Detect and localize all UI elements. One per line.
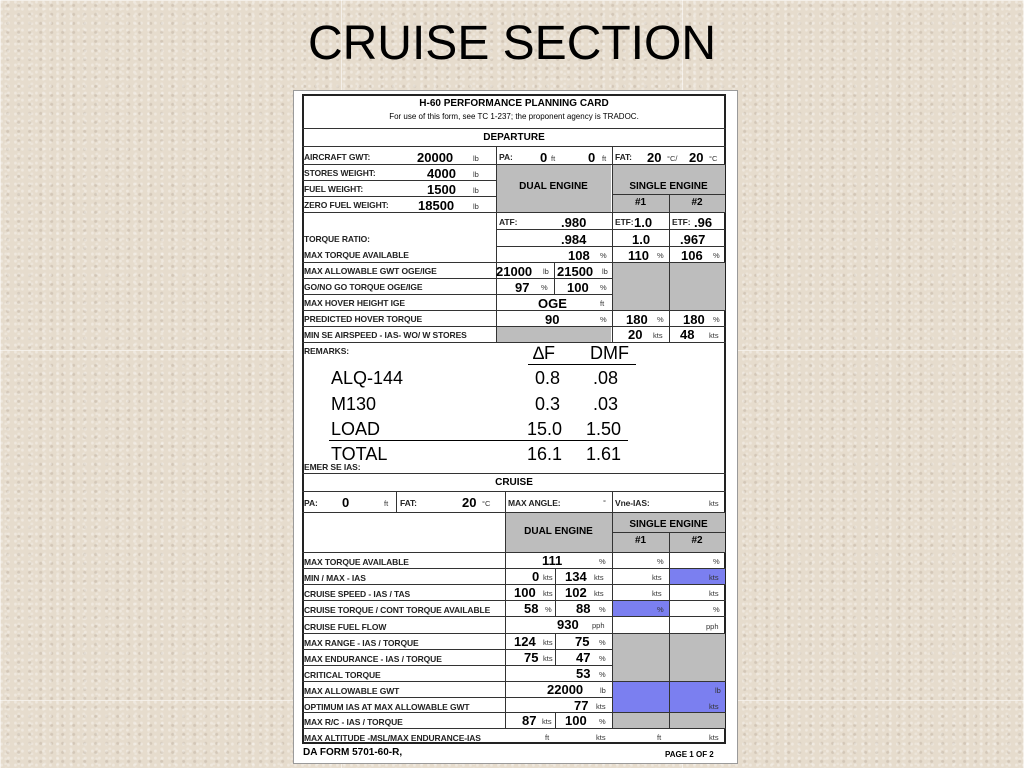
max-angle-label: MAX ANGLE: [508, 498, 561, 508]
cruise-torque-u1: % [545, 605, 552, 614]
cruise-torque-u2: % [599, 605, 606, 614]
departure-header: DEPARTURE [483, 132, 545, 143]
remarks-row-dmf: 1.61 [586, 444, 622, 464]
predicted-hover-torque-engine2: 180 [683, 312, 705, 327]
min-se-airspeed-engine2: 48 [680, 327, 695, 342]
form-number: DA FORM 5701-60-R, [303, 747, 403, 758]
cruise-speed-e2-unit: kts [709, 589, 719, 598]
max-endurance-v2: 47 [576, 650, 591, 665]
cruise-max-allowable-gwt-unit: lb [600, 686, 606, 695]
predicted-hover-torque-engine2-unit: % [713, 315, 720, 324]
fuel-weight-label: FUEL WEIGHT: [304, 184, 364, 194]
max-torque-engine2-unit: % [713, 251, 720, 260]
cruise-speed-v2: 102 [565, 585, 587, 600]
predicted-hover-torque-dual: 90 [545, 312, 560, 327]
etf1-label: ETF: [615, 217, 634, 227]
max-range-v1: 124 [514, 634, 536, 649]
cruise-engine2-header: #2 [691, 535, 703, 546]
min-max-ias-v2: 134 [565, 569, 587, 584]
cruise-max-torque-e2-unit: % [713, 557, 720, 566]
departure-pa-unit1: ft [551, 154, 556, 163]
max-range-v2: 75 [575, 634, 590, 649]
emer-se-ias-label: EMER SE IAS: [304, 462, 361, 472]
cruise-dual-engine-header: DUAL ENGINE [524, 526, 593, 537]
cruise-max-allowable-gwt-e2-unit: lb [715, 686, 721, 695]
max-torque-engine2: 106 [681, 248, 703, 263]
go-no-go-oge: 97 [515, 280, 530, 295]
cruise-fat-unit: °C [482, 499, 491, 508]
optimum-ias-e2-unit: kts [709, 702, 719, 711]
cruise-speed-u2: kts [594, 589, 604, 598]
go-no-go-oge-unit: % [541, 283, 548, 292]
go-no-go-label: GO/NO GO TORQUE OGE/IGE [304, 282, 423, 292]
optimum-ias-value: 77 [574, 698, 589, 713]
go-no-go-ige: 100 [567, 280, 589, 295]
cruise-max-allowable-gwt-value: 22000 [547, 682, 584, 697]
zero-fuel-weight-unit: lb [473, 202, 479, 211]
etf2-label: ETF: [672, 217, 691, 227]
cruise-max-torque-value: 111 [542, 553, 563, 568]
optimum-ias-label: OPTIMUM IAS AT MAX ALLOWABLE GWT [304, 702, 470, 712]
max-rc-u2: % [599, 717, 606, 726]
remarks-col-dmf: DMF [590, 343, 629, 363]
vne-ias-unit: kts [709, 499, 719, 508]
page-number: PAGE 1 OF 2 [665, 750, 714, 759]
cruise-speed-label: CRUISE SPEED - IAS / TAS [304, 589, 411, 599]
max-allowable-gwt-oge-unit: lb [543, 267, 549, 276]
max-torque-dual-unit: % [600, 251, 607, 260]
go-no-go-ige-unit: % [600, 283, 607, 292]
remarks-row-f: 0.8 [535, 368, 561, 388]
max-endurance-u2: % [599, 654, 606, 663]
card-title: H-60 PERFORMANCE PLANNING CARD [419, 98, 609, 109]
remarks-row-dmf: 1.50 [586, 419, 622, 439]
remarks-row-f: 16.1 [527, 444, 563, 464]
departure-pa-value1: 0 [540, 150, 548, 165]
max-rc-label: MAX R/C - IAS / TORQUE [304, 717, 403, 727]
cruise-max-torque-label: MAX TORQUE AVAILABLE [304, 557, 409, 567]
departure-fat-label: FAT: [615, 152, 632, 162]
departure-fat-value1: 20 [647, 150, 662, 165]
predicted-hover-torque-dual-unit: % [600, 315, 607, 324]
cruise-single-engine-header: SINGLE ENGINE [629, 519, 708, 530]
critical-torque-label: CRITICAL TORQUE [304, 670, 381, 680]
cruise-speed-u1: kts [543, 589, 553, 598]
max-altitude-e2-unit: kts [709, 733, 719, 742]
max-endurance-u1: kts [543, 654, 553, 663]
remarks-row-dmf: .08 [593, 368, 619, 388]
remarks-row-name: LOAD [331, 419, 381, 439]
aircraft-gwt-unit: lb [473, 154, 479, 163]
stores-weight-unit: lb [473, 170, 479, 179]
cruise-pa-value: 0 [342, 495, 350, 510]
departure-pa-label: PA: [499, 152, 513, 162]
cruise-max-allowable-gwt-label: MAX ALLOWABLE GWT [304, 686, 400, 696]
etf2-value: .96 [694, 215, 713, 230]
max-angle-unit: ° [603, 498, 606, 507]
departure-fat-value2: 20 [689, 150, 704, 165]
cruise-max-torque-e1-unit: % [657, 557, 664, 566]
min-se-airspeed-engine2-unit: kts [709, 331, 719, 340]
remarks-row-name: M130 [331, 394, 377, 414]
min-max-ias-e1-unit: kts [652, 573, 662, 582]
dual-engine-header: DUAL ENGINE [519, 181, 588, 192]
cruise-fuel-flow-value: 930 [557, 617, 579, 632]
zero-fuel-weight-value: 18500 [418, 198, 455, 213]
min-se-airspeed-engine1-unit: kts [653, 331, 663, 340]
stores-weight-label: STORES WEIGHT: [304, 168, 376, 178]
cruise-torque-e2-unit: % [713, 605, 720, 614]
torque-ratio-dual: .984 [561, 232, 587, 247]
torque-ratio-engine1: 1.0 [632, 232, 651, 247]
max-allowable-gwt-oge: 21000 [496, 264, 533, 279]
max-range-label: MAX RANGE - IAS / TORQUE [304, 638, 419, 648]
zero-fuel-weight-label: ZERO FUEL WEIGHT: [304, 200, 389, 210]
card-subtitle: For use of this form, see TC 1-237; the proponent agency is TRADOC. [389, 112, 639, 121]
dual-engine-blank-bg [496, 326, 611, 342]
aircraft-gwt-value: 20000 [417, 150, 454, 165]
predicted-hover-torque-label: PREDICTED HOVER TORQUE [304, 314, 423, 324]
remarks-row-name: ALQ-144 [331, 368, 404, 388]
stores-weight-value: 4000 [427, 166, 456, 181]
critical-torque-value: 53 [576, 666, 591, 681]
atf-label: ATF: [499, 217, 518, 227]
cruise-pa-label: PA: [304, 498, 318, 508]
min-max-ias-label: MIN / MAX - IAS [304, 573, 366, 583]
cruise-torque-label: CRUISE TORQUE / CONT TORQUE AVAILABLE [304, 605, 491, 615]
max-rc-v1: 87 [522, 713, 537, 728]
atf-value: .980 [561, 215, 587, 230]
min-max-ias-e2-unit: kts [709, 573, 719, 582]
cruise-fuel-flow-label: CRUISE FUEL FLOW [304, 622, 387, 632]
min-se-airspeed-engine1: 20 [628, 327, 643, 342]
aircraft-gwt-label: AIRCRAFT GWT: [304, 152, 371, 162]
predicted-hover-torque-engine1-unit: % [657, 315, 664, 324]
departure-fat-unit2: °C [709, 154, 718, 163]
max-endurance-v1: 75 [524, 650, 539, 665]
departure-pa-unit2: ft [602, 154, 607, 163]
max-range-u2: % [599, 638, 606, 647]
max-allowable-gwt-label: MAX ALLOWABLE GWT OGE/IGE [304, 266, 437, 276]
etf1-value: 1.0 [634, 215, 653, 230]
predicted-hover-torque-engine1: 180 [626, 312, 648, 327]
max-torque-dual: 108 [568, 248, 590, 263]
min-max-ias-u2: kts [594, 573, 604, 582]
max-rc-u1: kts [542, 717, 552, 726]
min-max-ias-v1: 0 [532, 569, 540, 584]
remarks-row-name: TOTAL [331, 444, 388, 464]
cruise-header: CRUISE [495, 477, 533, 488]
departure-pa-value2: 0 [588, 150, 596, 165]
max-hover-height-value: OGE [538, 296, 567, 311]
torque-ratio-label: TORQUE RATIO: [304, 234, 370, 244]
max-hover-height-unit: ft [600, 299, 605, 308]
cruise-fat-value: 20 [462, 495, 477, 510]
cruise-torque-v1: 58 [524, 601, 539, 616]
max-allowable-gwt-ige: 21500 [557, 264, 594, 279]
remarks-row-dmf: .03 [593, 394, 619, 414]
max-altitude-e1-unit: ft [657, 733, 662, 742]
cruise-fuel-flow-unit: pph [592, 621, 605, 630]
remarks-row-f: 0.3 [535, 394, 561, 414]
min-max-ias-u1: kts [543, 573, 553, 582]
max-altitude-u1: ft [545, 733, 550, 742]
max-torque-available-label: MAX TORQUE AVAILABLE [304, 250, 409, 260]
cruise-speed-e1-unit: kts [652, 589, 662, 598]
cruise-fuel-flow-e2-unit: pph [706, 622, 719, 631]
min-se-airspeed-label: MIN SE AIRSPEED - IAS- WO/ W STORES [304, 330, 467, 340]
remarks-col-f: ∆F [533, 343, 556, 363]
max-altitude-label: MAX ALTITUDE -MSL/MAX ENDURANCE-IAS [304, 733, 481, 743]
engine2-header: #2 [691, 197, 703, 208]
max-range-u1: kts [543, 638, 553, 647]
fuel-weight-unit: lb [473, 186, 479, 195]
torque-ratio-engine2: .967 [680, 232, 706, 247]
max-torque-engine1-unit: % [657, 251, 664, 260]
departure-fat-unit1: °C/ [667, 154, 678, 163]
cruise-torque-v2: 88 [576, 601, 591, 616]
optimum-ias-unit: kts [596, 702, 606, 711]
single-engine-header: SINGLE ENGINE [629, 181, 708, 192]
fuel-weight-value: 1500 [427, 182, 456, 197]
cruise-fat-label: FAT: [400, 498, 417, 508]
max-rc-v2: 100 [565, 713, 587, 728]
remarks-row-f: 15.0 [527, 419, 563, 439]
max-altitude-u2: kts [596, 733, 606, 742]
max-torque-engine1: 110 [628, 248, 649, 263]
max-hover-height-label: MAX HOVER HEIGHT IGE [304, 298, 405, 308]
max-endurance-label: MAX ENDURANCE - IAS / TORQUE [304, 654, 442, 664]
critical-torque-unit: % [599, 670, 606, 679]
cruise-speed-v1: 100 [514, 585, 536, 600]
engine1-header: #1 [634, 197, 647, 208]
remarks-label: REMARKS: [304, 346, 350, 356]
cruise-engine1-header: #1 [634, 535, 647, 546]
cruise-max-torque-unit: % [599, 557, 606, 566]
cruise-pa-unit: ft [384, 499, 389, 508]
cruise-torque-e1-unit: % [657, 605, 664, 614]
slide-title: CRUISE SECTION [307, 17, 717, 70]
vne-ias-label: Vne-IAS: [615, 498, 650, 508]
max-allowable-gwt-ige-unit: lb [602, 267, 608, 276]
